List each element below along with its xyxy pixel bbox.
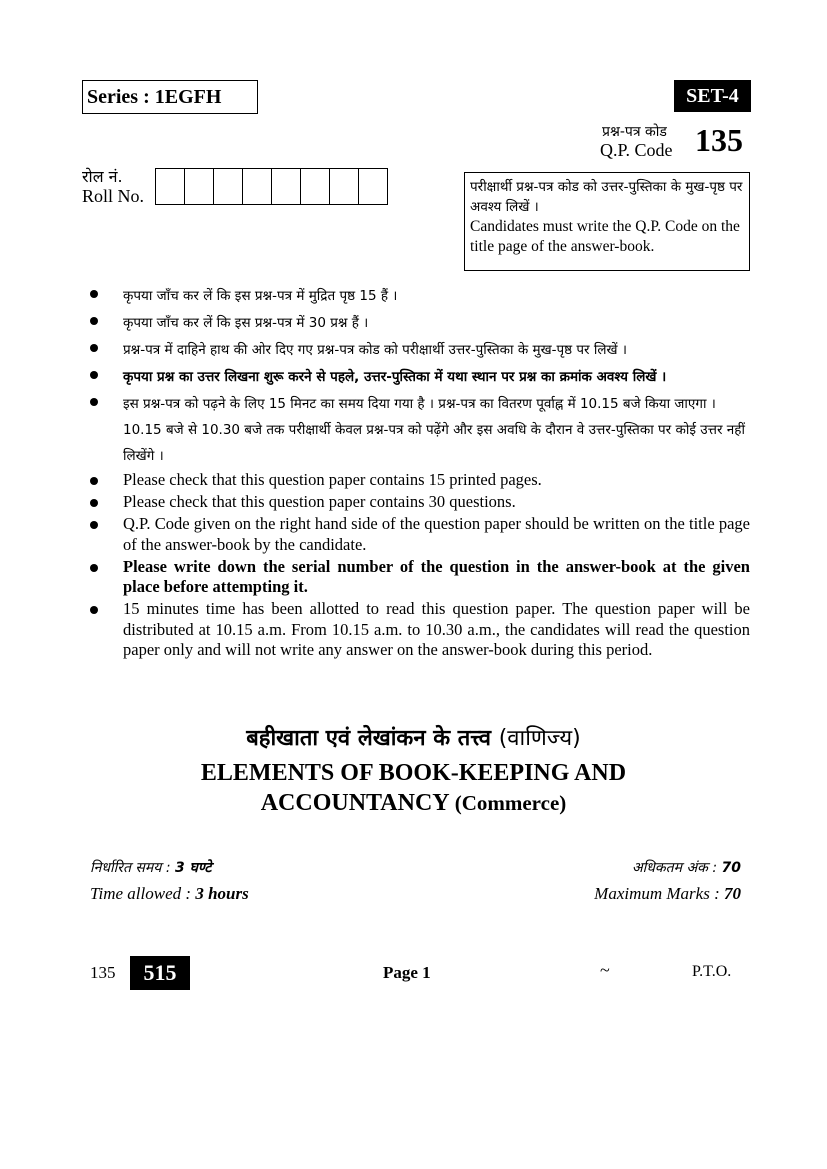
subject-title-sub: (Commerce) bbox=[454, 791, 567, 815]
roll-no-cell[interactable] bbox=[156, 169, 185, 204]
notice-english: Candidates must write the Q.P. Code on the title page of the answer-book. bbox=[470, 218, 740, 255]
qp-code-number: 135 bbox=[695, 122, 743, 158]
list-item: Q.P. Code given on the right hand side of the question paper should be written on the title page of the answer-book by the candidate. bbox=[90, 514, 750, 555]
qp-code-notice bbox=[464, 172, 750, 271]
subject-title-hindi-main: बहीखाता एवं लेखांकन के तत्त्व bbox=[246, 726, 492, 751]
bullet-icon bbox=[90, 371, 98, 379]
list-item: इस प्रश्न-पत्र को पढ़ने के लिए 15 मिनट का समय दिया गया है । प्रश्न-पत्र का वितरण पूर्वाह्न में 10.15 बजे किया जाएगा । 10.15 बजे से 10.30 बजे तक परीक्षार्थी केवल प्रश्न-पत्र को पढ़ेंगे और इस अवधि के दौरान वे उत्तर-पुस्तिका पर कोई उत्तर नहीं लिखेंगे । bbox=[90, 391, 750, 469]
bullet-icon bbox=[90, 521, 98, 529]
set-badge: SET-4 bbox=[674, 80, 751, 112]
list-item: कृपया जाँच कर लें कि इस प्रश्न-पत्र में 30 प्रश्न हैं । bbox=[90, 310, 750, 336]
subject-title-hindi bbox=[0, 722, 827, 752]
list-item: Please write down the serial number of the question in the answer-book at the given place before attempting it. bbox=[90, 557, 750, 598]
notice-hindi: परीक्षार्थी प्रश्न-पत्र कोड को उत्तर-पुस्तिका के मुख-पृष्ठ पर अवश्य लिखें । bbox=[470, 179, 743, 215]
subject-title-line1: ELEMENTS OF BOOK-KEEPING AND bbox=[200, 760, 627, 786]
instructions-hindi bbox=[90, 283, 750, 470]
subject-title-line2-main: ACCOUNTANCY bbox=[260, 790, 449, 816]
bullet-icon bbox=[90, 290, 98, 298]
roll-no-cell[interactable] bbox=[243, 169, 272, 204]
time-allowed: Time allowed : 3 hours bbox=[90, 884, 249, 903]
list-item: प्रश्न-पत्र में दाहिने हाथ की ओर दिए गए प्रश्न-पत्र कोड को परीक्षार्थी उत्तर-पुस्तिका के मुख-पृष्ठ पर लिखें । bbox=[90, 337, 750, 363]
page-number: Page 1 bbox=[383, 963, 431, 982]
qp-code-hindi-label: प्रश्न-पत्र कोड bbox=[602, 124, 667, 140]
list-item: कृपया जाँच कर लें कि इस प्रश्न-पत्र में मुद्रित पृष्ठ 15 हैं । bbox=[90, 283, 750, 309]
list-item: Please check that this question paper contains 15 printed pages. bbox=[90, 470, 750, 491]
maximum-marks-hindi: अधिकतम अंक : 70 bbox=[631, 860, 741, 876]
qp-code-label: Q.P. Code bbox=[600, 140, 673, 160]
roll-no-cell[interactable] bbox=[301, 169, 330, 204]
bullet-icon bbox=[90, 398, 98, 406]
bullet-icon bbox=[90, 344, 98, 352]
bullet-icon bbox=[90, 317, 98, 325]
roll-no-cell[interactable] bbox=[185, 169, 214, 204]
roll-no-cell[interactable] bbox=[359, 169, 387, 204]
roll-no-hindi-label: रोल नं. bbox=[82, 167, 123, 186]
time-allowed-hindi: निर्धारित समय : 3 घण्टे bbox=[90, 860, 212, 876]
footer-tilde: ~ bbox=[600, 960, 610, 980]
bullet-icon bbox=[90, 606, 98, 614]
list-item: 15 minutes time has been allotted to read this question paper. The question paper will be distributed at 10.15 a.m. From 10.15 a.m. to 10.30 a.m., the candidates will read the question paper only and will not write any answer on the answer-book during this period. bbox=[90, 599, 750, 661]
footer-pto: P.T.O. bbox=[692, 963, 732, 980]
roll-no-label: Roll No. bbox=[82, 186, 145, 206]
maximum-marks: Maximum Marks : 70 bbox=[594, 884, 741, 903]
bullet-icon bbox=[90, 477, 98, 485]
roll-no-boxes[interactable] bbox=[155, 168, 388, 205]
footer-qp-code: 135 bbox=[90, 963, 116, 982]
bullet-icon bbox=[90, 499, 98, 507]
instructions-english bbox=[90, 470, 750, 662]
roll-no-cell[interactable] bbox=[272, 169, 301, 204]
bullet-icon bbox=[90, 564, 98, 572]
roll-no-cell[interactable] bbox=[214, 169, 243, 204]
subject-title-line2 bbox=[0, 790, 827, 817]
roll-no-cell[interactable] bbox=[330, 169, 359, 204]
list-item: कृपया प्रश्न का उत्तर लिखना शुरू करने से पहले, उत्तर-पुस्तिका में यथा स्थान पर प्रश्न का क्रमांक अवश्य लिखें । bbox=[90, 364, 750, 390]
series-label: Series : 1EGFH bbox=[82, 80, 258, 114]
subject-title-hindi-sub: (वाणिज्य) bbox=[498, 726, 581, 751]
footer-code-badge: 515 bbox=[130, 956, 190, 990]
list-item: Please check that this question paper contains 30 questions. bbox=[90, 492, 750, 513]
